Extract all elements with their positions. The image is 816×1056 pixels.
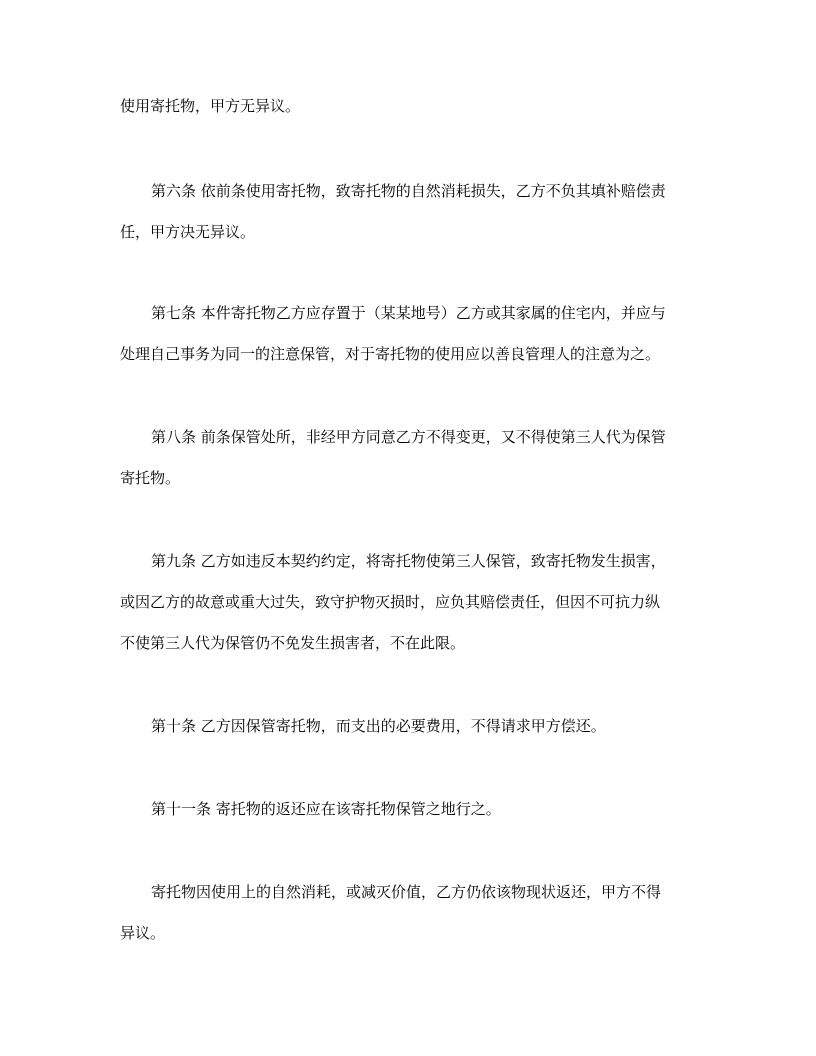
article-6-line-1: 第六条 依前条使用寄托物，致寄托物的自然消耗损失，乙方不负其填补赔偿责 bbox=[151, 182, 666, 200]
article-6-line-2: 任，甲方决无异议。 bbox=[120, 223, 256, 241]
article-9-line-3: 不使第三人代为保管仍不免发生损害者，不在此限。 bbox=[120, 634, 466, 652]
article-7-line-1: 第七条 本件寄托物乙方应存置于（某某地号）乙方或其家属的住宅内，并应与 bbox=[151, 304, 666, 322]
article-9-line-1: 第九条 乙方如违反本契约约定，将寄托物使第三人保管，致寄托物发生损害， bbox=[151, 552, 666, 570]
article-10-line-1: 第十条 乙方因保管寄托物，而支出的必要费用，不得请求甲方偿还。 bbox=[151, 717, 606, 735]
article-11-line-1: 第十一条 寄托物的返还应在该寄托物保管之地行之。 bbox=[151, 800, 501, 818]
article-9-line-2: 或因乙方的故意或重大过失，致守护物灭损时，应负其赔偿责任，但因不可抗力纵 bbox=[120, 593, 661, 611]
article-7-line-2: 处理自己事务为同一的注意保管，对于寄托物的使用应以善良管理人的注意为之。 bbox=[120, 345, 661, 363]
paragraph-line-1: 寄托物因使用上的自然消耗，或减灭价值，乙方仍依该物现状返还，甲方不得 bbox=[151, 883, 662, 901]
paragraph-line-2: 异议。 bbox=[120, 924, 166, 942]
article-8-line-1: 第八条 前条保管处所，非经甲方同意乙方不得变更，又不得使第三人代为保管 bbox=[151, 428, 666, 446]
article-8-line-2: 寄托物。 bbox=[120, 469, 181, 487]
text-line: 使用寄托物，甲方无异议。 bbox=[120, 97, 301, 115]
